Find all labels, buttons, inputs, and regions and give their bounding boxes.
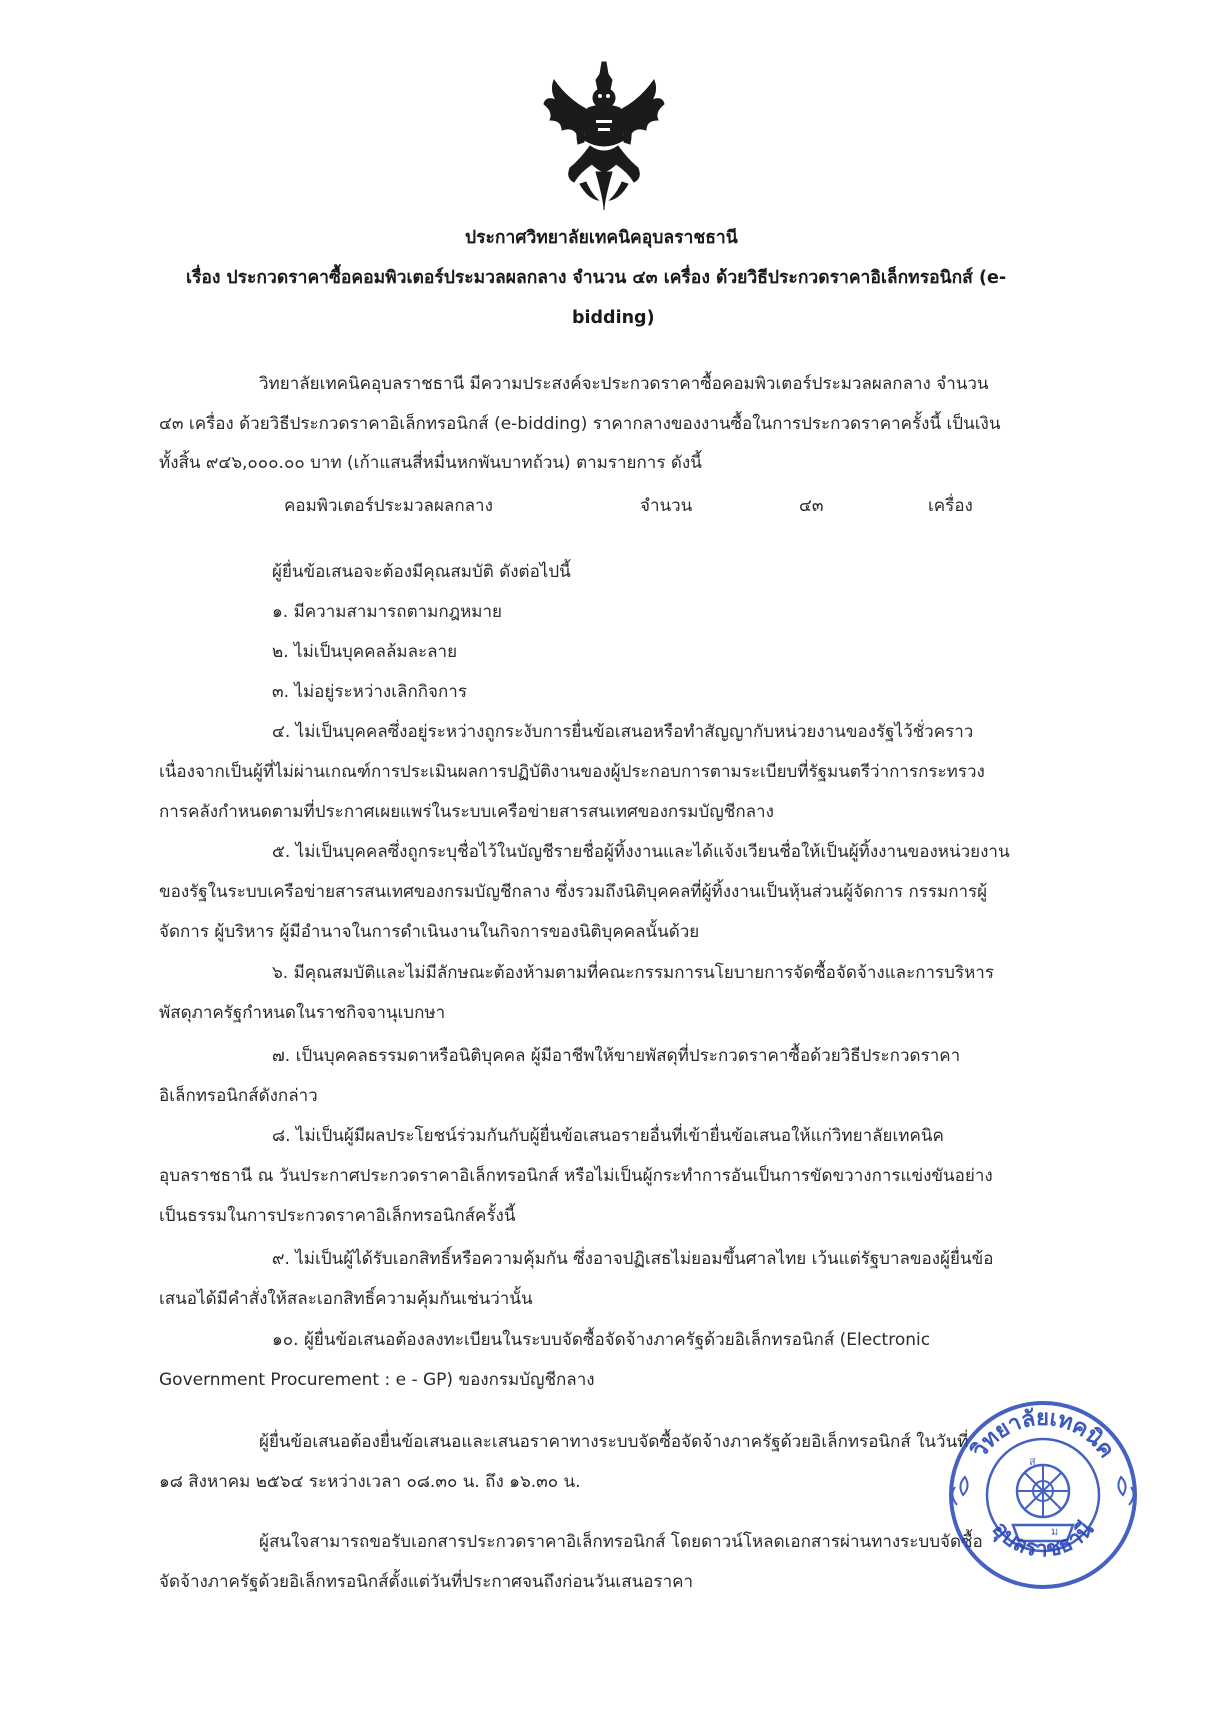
subject-line-1: เรื่อง ประกวดราคาซื้อคอมพิวเตอร์ประมวลผลกลาง จำนวน ๔๓ เครื่อง ด้วยวิธีประกวดราคาอิเล็กทรอนิกส์ (e- [186,268,1007,288]
qualification-10-line-1: ๑๐. ผู้ยื่นข้อเสนอต้องลงทะเบียนในระบบจัดซื้อจัดจ้างภาครัฐด้วยอิเล็กทรอนิกส์ (Electronic [272,1330,931,1350]
item-unit: เครื่อง [928,496,973,516]
item-qty: ๔๓ [799,496,824,516]
qualification-4-line-3: การคลังกำหนดตามที่ประกาศเผยแพร่ในระบบเครือข่ายสารสนเทศของกรมบัญชีกลาง [159,802,774,822]
qualification-8-line-2: อุบลราชธานี ณ วันประกาศประกวดราคาอิเล็กทรอนิกส์ หรือไม่เป็นผู้กระทำการอันเป็นการขัดขวางการแข่งขันอย่าง [159,1166,993,1186]
item-name: คอมพิวเตอร์ประมวลผลกลาง [284,496,493,516]
qualification-8-line-1: ๘. ไม่เป็นผู้มีผลประโยชน์ร่วมกันกับผู้ยื่นข้อเสนอรายอื่นที่เข้ายื่นข้อเสนอให้แก่วิทยาลัยเทคนิค [272,1126,944,1146]
submission-line-1: ผู้ยื่นข้อเสนอต้องยื่นข้อเสนอและเสนอราคาทางระบบจัดซื้อจัดจ้างภาครัฐด้วยอิเล็กทรอนิกส์ ในวันที่ [259,1432,969,1452]
seal-bottom-text: อุบลราชธานี [986,1517,1100,1563]
qualification-1: ๑. มีความสามารถตามกฎหมาย [272,602,502,622]
announcement-title: ประกาศวิทยาลัยเทคนิคอุบลราชธานี [465,228,738,248]
svg-text:ส: ส [1029,1455,1036,1468]
qualification-5-line-3: จัดการ ผู้บริหาร ผู้มีอำนาจในการดำเนินงานในกิจการของนิติบุคคลนั้นด้วย [159,922,700,942]
qualification-8-line-3: เป็นธรรมในการประกวดราคาอิเล็กทรอนิกส์ครั้งนี้ [159,1206,516,1226]
qualification-6-line-2: พัสดุภาครัฐกำหนดในราชกิจจานุเบกษา [159,1003,446,1023]
college-seal-icon [943,1395,1143,1595]
qualification-4-line-1: ๔. ไม่เป็นบุคคลซึ่งอยู่ระหว่างถูกระงับการยื่นข้อเสนอหรือทำสัญญากับหน่วยงานของรัฐไว้ชั่วคราว [272,722,974,742]
qualification-10-line-2: Government Procurement : e - GP) ของกรมบัญชีกลาง [159,1370,595,1390]
qualification-7-line-2: อิเล็กทรอนิกส์ดังกล่าว [159,1086,318,1106]
documents-line-1: ผู้สนใจสามารถขอรับเอกสารประกวดราคาอิเล็กทรอนิกส์ โดยดาวน์โหลดเอกสารผ่านทางระบบจัดซื้อ [259,1532,983,1552]
qualification-9-line-2: เสนอได้มีคำสั่งให้สละเอกสิทธิ์ความคุ้มกันเช่นว่านั้น [159,1289,533,1309]
svg-text:วิทยาลัยเทคนิค [967,1406,1119,1463]
qualification-5-line-2: ของรัฐในระบบเครือข่ายสารสนเทศของกรมบัญชีกลาง ซึ่งรวมถึงนิติบุคคลที่ผู้ทิ้งงานเป็นหุ้นส่วนผู้จัดการ กรรมการผู้ [159,882,988,902]
qualification-6-line-1: ๖. มีคุณสมบัติและไม่มีลักษณะต้องห้ามตามที่คณะกรรมการนโยบายการจัดซื้อจัดจ้างและการบริหาร [272,963,994,983]
qualification-9-line-1: ๙. ไม่เป็นผู้ได้รับเอกสิทธิ์หรือความคุ้มกัน ซึ่งอาจปฏิเสธไม่ยอมขึ้นศาลไทย เว้นแต่รัฐบาลของผู้ยื่นข้อ [272,1249,994,1269]
qualification-2: ๒. ไม่เป็นบุคคลล้มละลาย [272,642,458,662]
item-qty-label: จำนวน [640,496,693,516]
svg-text:ม: ม [1051,1525,1059,1538]
intro-line-1: วิทยาลัยเทคนิคอุบลราชธานี มีความประสงค์จะประกวดราคาซื้อคอมพิวเตอร์ประมวลผลกลาง จำนวน [259,374,989,394]
qualification-3: ๓. ไม่อยู่ระหว่างเลิกกิจการ [272,682,467,702]
qualifications-heading: ผู้ยื่นข้อเสนอจะต้องมีคุณสมบัติ ดังต่อไปนี้ [272,562,571,582]
qualification-7-line-1: ๗. เป็นบุคคลธรรมดาหรือนิติบุคคล ผู้มีอาชีพให้ขายพัสดุที่ประกวดราคาซื้อด้วยวิธีประกวดราคา [272,1046,961,1066]
intro-line-2: ๔๓ เครื่อง ด้วยวิธีประกวดราคาอิเล็กทรอนิกส์ (e-bidding) ราคากลางของงานซื้อในการประกวดราคาครั้งนี้ เป็นเงิน [159,414,1001,434]
subject-line-2: bidding) [572,308,655,328]
seal-top-text: วิทยาลัยเทคนิค [967,1405,1119,1463]
submission-line-2: ๑๘ สิงหาคม ๒๕๖๔ ระหว่างเวลา ๐๘.๓๐ น. ถึง ๑๖.๓๐ น. [159,1472,581,1492]
garuda-emblem-icon [540,60,668,215]
documents-line-2: จัดจ้างภาครัฐด้วยอิเล็กทรอนิกส์ตั้งแต่วันที่ประกาศจนถึงก่อนวันเสนอราคา [159,1572,694,1592]
intro-line-3: ทั้งสิ้น ๙๔๖,๐๐๐.๐๐ บาท (เก้าแสนสี่หมื่นหกพันบาทถ้วน) ตามรายการ ดังนี้ [159,453,702,473]
qualification-4-line-2: เนื่องจากเป็นผู้ที่ไม่ผ่านเกณฑ์การประเมินผลการปฏิบัติงานของผู้ประกอบการตามระเบียบที่รัฐมนตรีว่าการกระทรวง [159,762,985,782]
qualification-5-line-1: ๕. ไม่เป็นบุคคลซึ่งถูกระบุชื่อไว้ในบัญชีรายชื่อผู้ทิ้งงานและได้แจ้งเวียนชื่อให้เป็นผู้ทิ้งงานของหน่วยงาน [272,842,1010,862]
